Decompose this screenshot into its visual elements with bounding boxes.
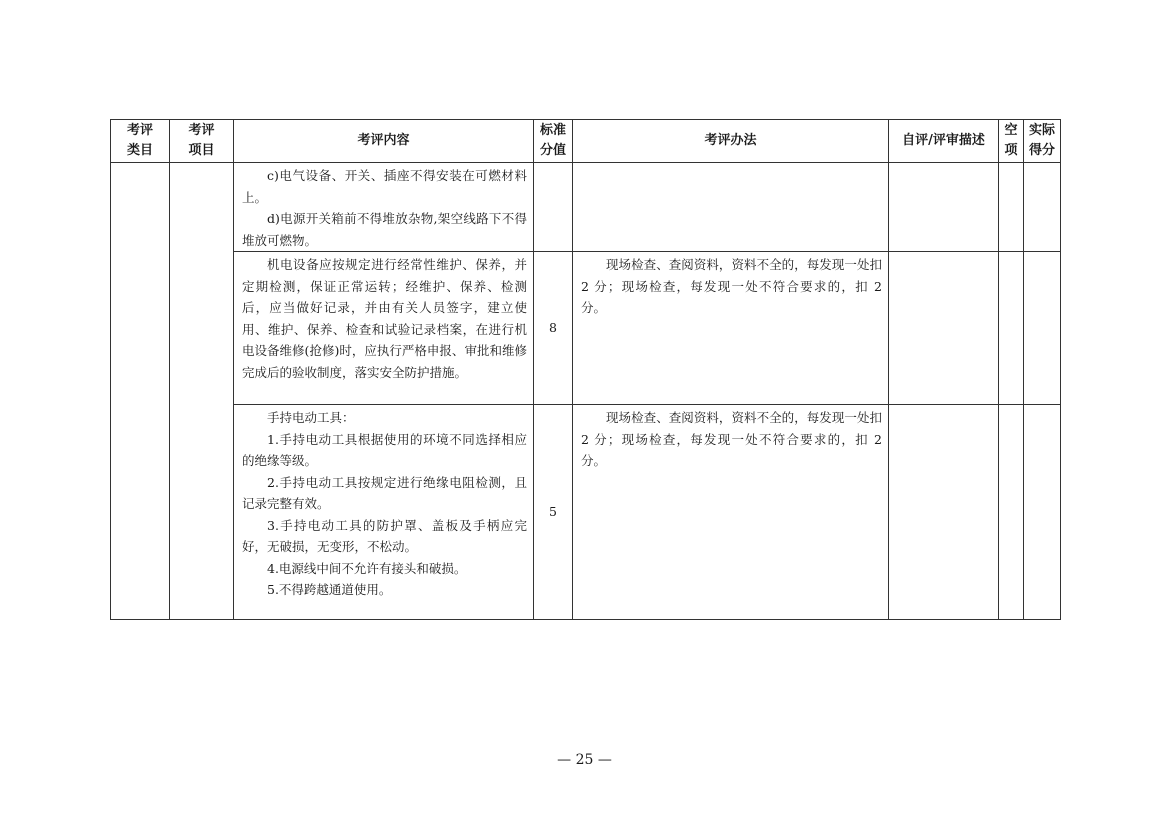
table-header-row [111, 120, 1061, 163]
table-row [111, 163, 1061, 252]
score-cell: 8 [534, 252, 573, 405]
score-cell [534, 163, 573, 252]
empty-item-cell [999, 252, 1024, 405]
content-line: 5.不得跨越通道使用。 [267, 582, 392, 597]
evaluation-table [110, 119, 1061, 620]
actual-score-cell [1024, 405, 1061, 620]
self-assessment-cell [889, 163, 999, 252]
header-content: 考评内容 [234, 120, 534, 163]
self-assessment-cell [889, 252, 999, 405]
header-empty-item: 空项 [999, 120, 1024, 163]
content-cell [234, 405, 534, 620]
item-cell [170, 163, 234, 620]
content-line: d)电源开关箱前不得堆放杂物,架空线路下不得堆放可燃物。 [242, 211, 527, 248]
header-self-assessment: 自评/评审描述 [889, 120, 999, 163]
table-row [111, 405, 1061, 620]
content-line: c)电气设备、开关、插座不得安装在可燃材料上。 [242, 168, 527, 205]
header-actual-score: 实际得分 [1024, 120, 1061, 163]
score-cell: 5 [534, 405, 573, 620]
actual-score-cell [1024, 163, 1061, 252]
content-line: 2.手持电动工具按规定进行绝缘电阻检测，且记录完整有效。 [242, 474, 527, 511]
content-line: 机电设备应按规定进行经常性维护、保养，并定期检测，保证正常运转；经维护、保养、检测后，应当做好记录，并由有关人员签字，建立使用、维护、保养、检查和试验记录档案，在进行机电设备维修(抢修)时，应执行严格申报、审批和维修完成后的验收制度，落实安全防护措施。 [242, 257, 527, 380]
empty-item-cell [999, 405, 1024, 620]
method-text: 现场检查、查阅资料，资料不全的，每发现一处扣 2 分；现场检查，每发现一处不符合要求的，扣 2 分。 [581, 410, 882, 468]
content-line: 3.手持电动工具的防护罩、盖板及手柄应完好，无破损，无变形，不松动。 [242, 517, 527, 554]
content-line: 手持电动工具： [267, 410, 355, 425]
method-cell [573, 405, 889, 620]
method-text: 现场检查、查阅资料，资料不全的，每发现一处扣 2 分；现场检查，每发现一处不符合要求的，扣 2 分。 [581, 257, 882, 315]
content-line: 1.手持电动工具根据使用的环境不同选择相应的绝缘等级。 [242, 431, 527, 468]
table-row [111, 252, 1061, 405]
category-cell [111, 163, 170, 620]
empty-item-cell [999, 163, 1024, 252]
actual-score-cell [1024, 252, 1061, 405]
header-method: 考评办法 [573, 120, 889, 163]
method-cell [573, 252, 889, 405]
header-standard-score: 标准分值 [534, 120, 573, 163]
self-assessment-cell [889, 405, 999, 620]
header-item: 考评项目 [170, 120, 234, 163]
content-cell [234, 163, 534, 252]
page-number: — 25 — [557, 752, 612, 768]
content-cell [234, 252, 534, 405]
method-cell [573, 163, 889, 252]
content-line: 4.电源线中间不允许有接头和破损。 [267, 560, 467, 576]
header-category: 考评类目 [111, 120, 170, 163]
